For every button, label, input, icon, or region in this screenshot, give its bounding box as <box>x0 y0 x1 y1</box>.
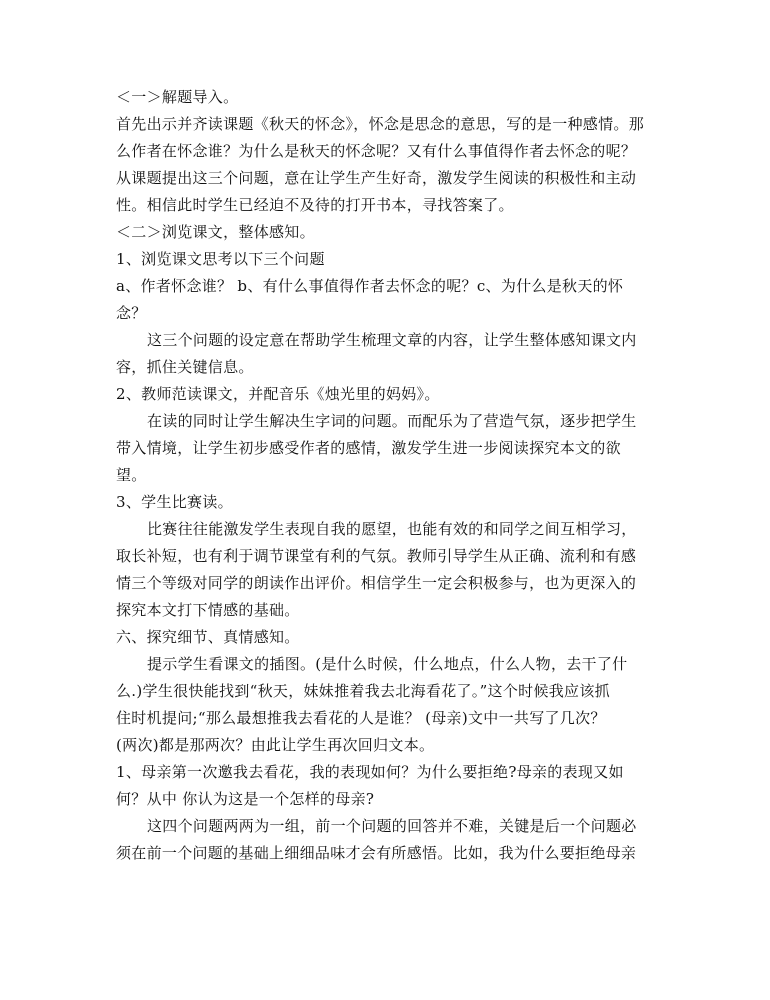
list-heading: 1、母亲第一次邀我去看花，我的表现如何？为什么要拒绝?母亲的表现又如 <box>116 763 624 781</box>
text-line: 取长补短，也有利于调节课堂有利的气氛。教师引导学生从正确、流利和有感 <box>116 547 637 565</box>
section-heading-2: ＜二＞浏览课文，整体感知。 <box>116 223 315 241</box>
section-heading-1: ＜一＞解题导入。 <box>116 88 239 106</box>
text-line: 提示学生看课文的插图。(是什么时候，什么地点，什么人物，去干了什 <box>147 655 628 673</box>
text-line: 须在前一个问题的基础上细细品味才会有所感悟。比如，我为什么要拒绝母亲 <box>116 844 637 862</box>
text-line: 比赛往往能激发学生表现自我的愿望，也能有效的和同学之间互相学习， <box>147 520 637 538</box>
list-heading: 1、浏览课文思考以下三个问题 <box>116 250 325 268</box>
text-line: 何？从中 你认为这是一个怎样的母亲? <box>116 790 375 808</box>
text-line: 带入情境，让学生初步感受作者的感情，激发学生进一步阅读探究本文的欲 <box>116 439 621 457</box>
list-heading: 2、教师范读课文，并配音乐《烛光里的妈妈》。 <box>116 385 440 403</box>
text-line: a、作者怀念谁？ b、有什么事值得作者去怀念的呢？c、为什么是秋天的怀 <box>116 277 624 295</box>
text-line: 在读的同时让学生解决生字词的问题。而配乐为了营造气氛，逐步把学生 <box>147 412 637 430</box>
text-line: 这四个问题两两为一组，前一个问题的回答并不难，关键是后一个问题必 <box>147 817 637 835</box>
text-line: 从课题提出这三个问题，意在让学生产生好奇，激发学生阅读的积极性和主动 <box>116 169 637 187</box>
text-line: 么作者在怀念谁？为什么是秋天的怀念呢？又有什么事值得作者去怀念的呢？ <box>116 142 637 160</box>
text-line: 探究本文打下情感的基础。 <box>116 601 300 619</box>
text-line: 情三个等级对同学的朗读作出评价。相信学生一定会积极参与，也为更深入的 <box>116 574 637 592</box>
list-heading: 3、学生比赛读。 <box>116 493 233 511</box>
text-line: 这三个问题的设定意在帮助学生梳理文章的内容，让学生整体感知课文内 <box>147 331 637 349</box>
text-line: (两次)都是那两次？由此让学生再次回归文本。 <box>116 736 435 754</box>
text-line: 望。 <box>116 466 147 484</box>
text-line: 念？ <box>116 304 147 322</box>
text-line: 容，抓住关键信息。 <box>116 358 254 376</box>
section-heading-6: 六、探究细节、真情感知。 <box>116 628 300 646</box>
text-line: 住时机提问;“那么最想推我去看花的人是谁？ (母亲)文中一共写了几次？ <box>116 709 606 727</box>
text-line: 么.)学生很快能找到“秋天，妹妹推着我去北海看花了。”这个时候我应该抓 <box>116 682 610 700</box>
text-line: 性。相信此时学生已经迫不及待的打开书本，寻找答案了。 <box>116 196 514 214</box>
text-line: 首先出示并齐读课题《秋天的怀念》，怀念是思念的意思，写的是一种感情。那 <box>116 115 645 133</box>
